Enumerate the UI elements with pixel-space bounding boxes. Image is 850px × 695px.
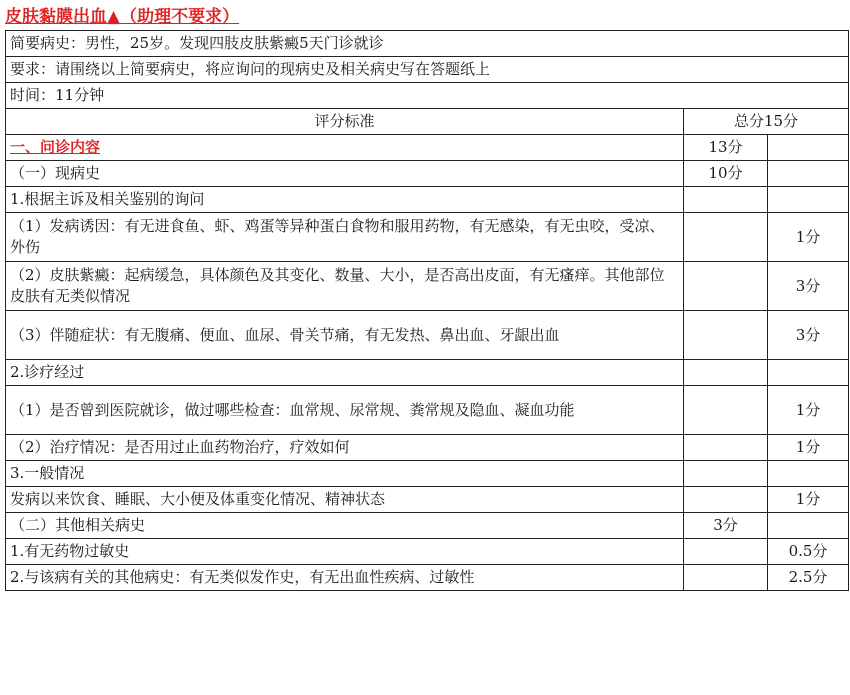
- table-row: [6, 386, 849, 435]
- empty-cell: [684, 487, 768, 513]
- item-text: （2）皮肤紫癜：起病缓急，具体颜色及其变化、数量、大小，是否高出皮面，有无瘙痒。其他部位皮肤有无类似情况: [6, 262, 684, 311]
- empty-cell: [684, 565, 768, 591]
- item-score: 3分: [768, 311, 849, 360]
- time-row: [6, 83, 849, 109]
- item-text: （3）伴随症状：有无腹痛、便血、血尿、骨关节痛，有无发热、鼻出血、牙龈出血: [6, 311, 684, 360]
- empty-cell: [684, 386, 768, 435]
- empty-cell: [684, 187, 768, 213]
- section-label: [6, 135, 684, 161]
- time-limit: 时间：11分钟: [6, 83, 849, 109]
- subsection-label: （一）现病史: [6, 161, 684, 187]
- section-row: [6, 135, 849, 161]
- subsection-row: [6, 161, 849, 187]
- empty-cell: [768, 187, 849, 213]
- item-text: 发病以来饮食、睡眠、大小便及体重变化情况、精神状态: [6, 487, 684, 513]
- item-score: 0.5分: [768, 539, 849, 565]
- history-row: [6, 31, 849, 57]
- group-label: 2.诊疗经过: [6, 360, 684, 386]
- item-text: 1.有无药物过敏史: [6, 539, 684, 565]
- group-row: [6, 461, 849, 487]
- empty-cell: [684, 435, 768, 461]
- subsection-row: [6, 513, 849, 539]
- group-row: [6, 187, 849, 213]
- empty-cell: [684, 360, 768, 386]
- empty-cell: [684, 262, 768, 311]
- empty-cell: [684, 461, 768, 487]
- item-score: 1分: [768, 213, 849, 262]
- item-score: 1分: [768, 386, 849, 435]
- table-row: [6, 487, 849, 513]
- empty-cell: [768, 513, 849, 539]
- subsection-label: （二）其他相关病史: [6, 513, 684, 539]
- table-row: [6, 262, 849, 311]
- empty-cell: [768, 135, 849, 161]
- subsection-score: 3分: [684, 513, 768, 539]
- item-text: 2.与该病有关的其他病史：有无类似发作史，有无出血性疾病、过敏性: [6, 565, 684, 591]
- table-row: [6, 435, 849, 461]
- page-title: 皮肤黏膜出血▲（助理不要求）: [5, 7, 240, 27]
- item-text: （1）是否曾到医院就诊，做过哪些检查：血常规、尿常规、粪常规及隐血、凝血功能: [6, 386, 684, 435]
- table-row: [6, 565, 849, 591]
- item-score: 1分: [768, 487, 849, 513]
- requirement-text: 要求：请围绕以上简要病史，将应询问的现病史及相关病史写在答题纸上: [6, 57, 849, 83]
- empty-cell: [684, 213, 768, 262]
- table-row: [6, 311, 849, 360]
- item-score: 1分: [768, 435, 849, 461]
- item-text: （1）发病诱因：有无进食鱼、虾、鸡蛋等异种蛋白食物和服用药物，有无感染，有无虫咬，受凉、外伤: [6, 213, 684, 262]
- group-label: 1.根据主诉及相关鉴别的询问: [6, 187, 684, 213]
- group-row: [6, 360, 849, 386]
- criteria-header: 评分标准: [6, 109, 684, 135]
- scoring-table: [5, 30, 849, 591]
- empty-cell: [768, 161, 849, 187]
- item-text: （2）治疗情况：是否用过止血药物治疗，疗效如何: [6, 435, 684, 461]
- item-score: 3分: [768, 262, 849, 311]
- empty-cell: [768, 461, 849, 487]
- table-header: [6, 109, 849, 135]
- empty-cell: [684, 539, 768, 565]
- subsection-score: 10分: [684, 161, 768, 187]
- table-row: [6, 539, 849, 565]
- section-score: 13分: [684, 135, 768, 161]
- table-row: [6, 213, 849, 262]
- brief-history: 简要病史：男性，25岁。发现四肢皮肤紫癜5天门诊就诊: [6, 31, 849, 57]
- empty-cell: [768, 360, 849, 386]
- group-label: 3.一般情况: [6, 461, 684, 487]
- total-score-header: 总分15分: [684, 109, 849, 135]
- empty-cell: [684, 311, 768, 360]
- item-score: 2.5分: [768, 565, 849, 591]
- section-label-text: 一、问诊内容: [10, 138, 101, 156]
- requirement-row: [6, 57, 849, 83]
